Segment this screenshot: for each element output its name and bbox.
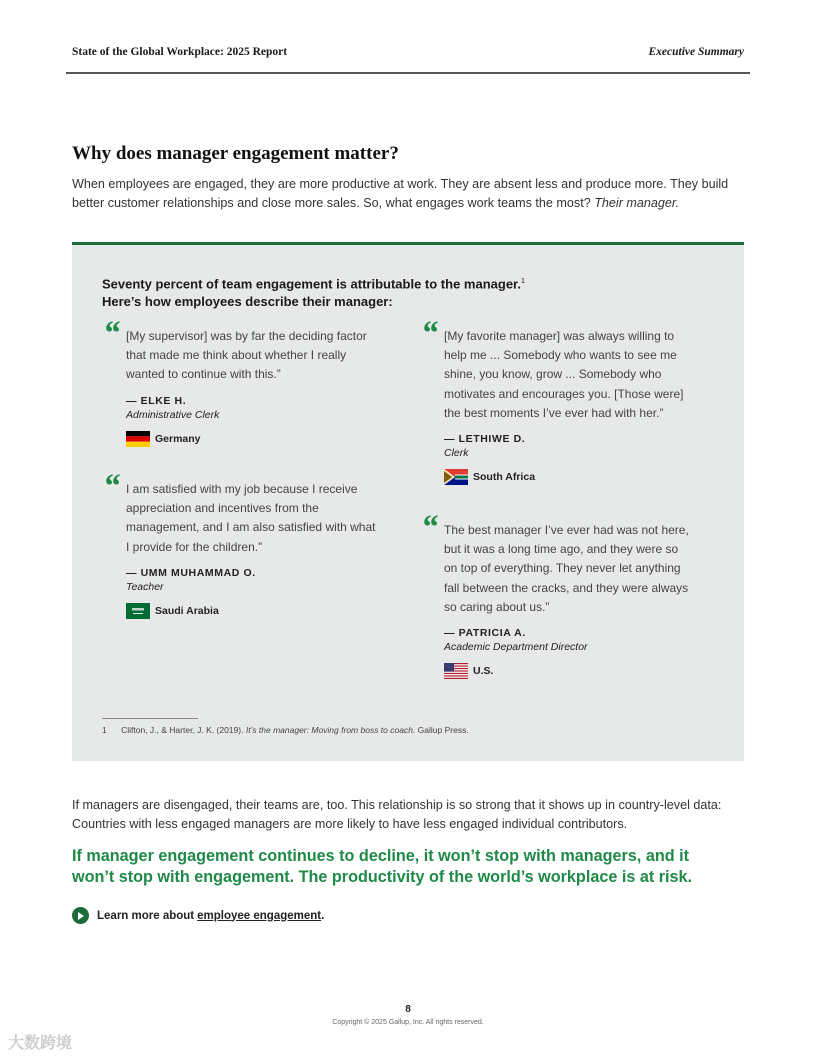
panel-title-line2: Here’s how employees describe their manager:	[102, 294, 393, 310]
quote-mark-icon: “	[103, 315, 120, 352]
section-title: Executive Summary	[648, 46, 744, 58]
quote-text: [My supervisor] was by far the deciding factor that made me think about whether I really wanted to continue with this.”	[126, 329, 367, 382]
quote-role: Clerk	[444, 447, 469, 460]
south-africa-flag-icon	[444, 469, 468, 485]
quote-country	[126, 603, 376, 619]
panel-title	[102, 273, 525, 311]
footnote-divider	[102, 718, 198, 719]
header-divider	[66, 72, 750, 74]
quote-text: [My favorite manager] was always willing to help me ... Somebody who wants to see me shine, you know, grow ... Somebody who motivates and encourages you. [Those were] the best moments I’ve ever had with her.”	[444, 329, 684, 420]
quote-mark-icon: “	[421, 315, 438, 352]
learn-more-row	[72, 907, 324, 924]
body-paragraph: If managers are disengaged, their teams are, too. This relationship is so strong that it shows up in country-level data: Countries with less engaged managers are more likely to have less engaged individual contributors.	[72, 798, 722, 831]
report-title: State of the Global Workplace: 2025 Report	[72, 46, 288, 58]
quotes-panel	[72, 242, 744, 761]
quote-country	[126, 431, 376, 447]
footnote-title: It’s the manager: Moving from boss to coach.	[245, 725, 416, 735]
quote-role: Teacher	[126, 580, 164, 593]
quote-role: Academic Department Director	[444, 641, 588, 654]
watermark-logo: 大数跨境	[8, 1035, 73, 1052]
quote-text: The best manager I’ve ever had was not here, but it was a long time ago, and they were so on top of everything. They never let anything fall between the cracks, and they were always so caring about us.”	[444, 523, 689, 614]
germany-flag-icon	[126, 431, 150, 447]
play-icon[interactable]	[72, 907, 89, 924]
quote-card	[103, 468, 376, 619]
learn-more-suffix: .	[321, 909, 325, 922]
quote-mark-icon: “	[103, 468, 120, 505]
quote-author: — PATRICIA A.	[444, 627, 526, 640]
intro-paragraph	[72, 175, 752, 213]
country-name: U.S.	[473, 665, 494, 678]
country-name: Germany	[155, 432, 201, 445]
section-heading: Why does manager engagement matter?	[72, 143, 399, 164]
quote-country	[444, 663, 694, 679]
saudi-arabia-flag-icon	[126, 603, 150, 619]
quote-author: — UMM MUHAMMAD O.	[126, 566, 256, 579]
quote-card	[421, 509, 694, 679]
country-name: South Africa	[473, 471, 536, 484]
quote-card	[421, 315, 700, 485]
intro-emphasis: Their manager.	[594, 196, 680, 210]
intro-text: When employees are engaged, they are more productive at work. They are absent less and produce more. They build better customer relationships and close more sales. So, what engages work teams the most?	[72, 177, 729, 210]
country-name: Saudi Arabia	[155, 604, 219, 617]
quote-author: — LETHIWE D.	[444, 433, 526, 446]
learn-more-prefix: Learn more about	[97, 909, 195, 922]
page-header	[72, 46, 744, 64]
footnote	[102, 725, 469, 735]
quote-author: — ELKE H.	[126, 394, 187, 407]
footnote-authors: Clifton, J., & Harter, J. K. (2019).	[121, 725, 244, 735]
quote-role: Administrative Clerk	[126, 408, 220, 421]
footnote-ref: 1	[521, 278, 525, 285]
page-number: 8	[405, 1004, 411, 1015]
quote-mark-icon: “	[421, 509, 438, 546]
footnote-publisher: Gallup Press.	[417, 725, 469, 735]
quote-card	[103, 315, 376, 447]
callout-text: If manager engagement continues to decline, it won’t stop with managers, and it won’t stop with engagement. The productivity of the world’s workplace is at risk.	[72, 847, 693, 886]
panel-title-line1: Seventy percent of team engagement is attributable to the manager.	[102, 276, 521, 292]
quote-text: I am satisfied with my job because I receive appreciation and incentives from the management, and I am also satisfied with what I provide for the children.”	[126, 482, 376, 554]
quote-country	[444, 469, 700, 485]
footnote-number: 1	[102, 725, 107, 735]
us-flag-icon	[444, 663, 468, 679]
copyright: Copyright © 2025 Gallup, Inc. All rights reserved.	[332, 1019, 484, 1026]
employee-engagement-link[interactable]: employee engagement	[197, 909, 322, 922]
